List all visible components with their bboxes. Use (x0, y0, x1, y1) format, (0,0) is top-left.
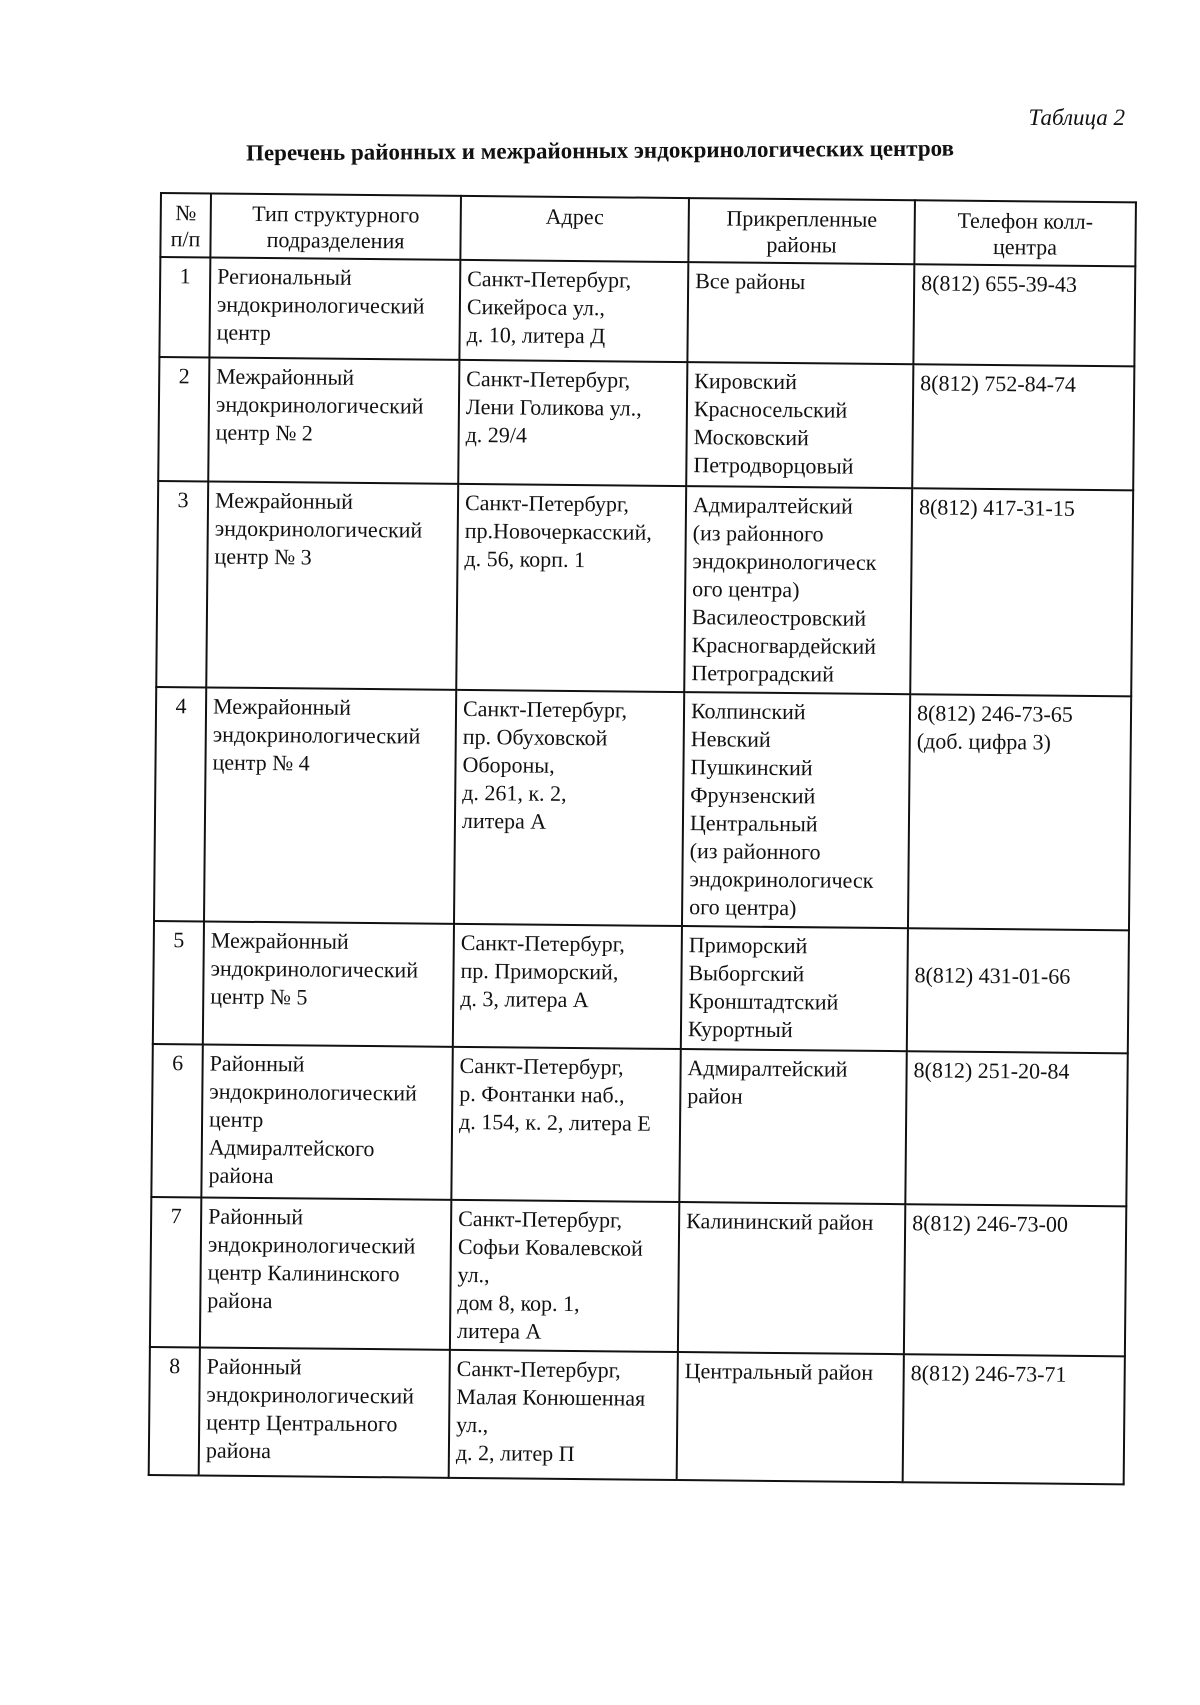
row-number: 1 (159, 257, 210, 357)
cell-line: Невский (690, 726, 771, 752)
table-row (153, 921, 1129, 1053)
cell-line: ул., (456, 1411, 489, 1438)
cell-districts (679, 1049, 906, 1204)
cell-line: д. 154, к. 2, литера Е (458, 1108, 651, 1136)
cell-districts (678, 1202, 905, 1354)
cell-line: д. 29/4 (465, 421, 528, 448)
cell-line: центр (216, 319, 271, 346)
cell-address (449, 1350, 678, 1480)
cell-type (200, 1197, 451, 1349)
cell-districts (677, 1352, 904, 1482)
cell-phone (910, 488, 1133, 696)
cell-line: д. 3, литера А (460, 985, 589, 1013)
cell-districts (681, 926, 908, 1051)
cell-line: Санкт-Петербург, (464, 489, 630, 517)
cell-line: (из районного (689, 838, 821, 865)
cell-line: Тип структурного (252, 200, 420, 228)
cell-phone (908, 694, 1131, 930)
header-number (160, 193, 211, 257)
cell-line: Красногвардейский (691, 632, 877, 659)
cell-line: Телефон колл- (957, 207, 1094, 234)
cell-line: района (207, 1287, 273, 1314)
cell-line: эндокринологический (212, 721, 421, 749)
cell-address (459, 260, 688, 362)
cell-phone (904, 1204, 1126, 1356)
cell-phone (903, 1354, 1125, 1484)
cell-type (208, 357, 459, 483)
cell-type (209, 257, 460, 359)
cell-line: эндокринологический (209, 1078, 417, 1106)
cell-line: Московский (693, 424, 809, 451)
cell-line: ого центра) (692, 576, 800, 603)
cell-address (453, 924, 682, 1049)
cell-line: Лени Голикова ул., (465, 393, 642, 421)
cell-line: эндокринологический (206, 1381, 415, 1409)
header-districts (688, 198, 915, 264)
table-row (159, 257, 1135, 366)
cell-line: Малая Конюшенная (456, 1383, 646, 1411)
header-address (460, 196, 689, 262)
cell-line: Районный (209, 1050, 305, 1077)
cell-line: Красносельский (693, 396, 848, 423)
cell-line: центр № 5 (210, 983, 308, 1010)
cell-line: пр.Новочеркасский, (464, 517, 652, 545)
cell-phone (905, 1051, 1127, 1206)
header-type (210, 193, 461, 259)
cell-line: Выборгский (688, 960, 805, 987)
cell-line: 8(812) 251-20-84 (913, 1057, 1070, 1084)
cell-line: (доб. цифра 3) (916, 728, 1051, 755)
cell-line: Центральный район (684, 1358, 874, 1385)
row-number: 6 (151, 1044, 202, 1197)
cell-line: Районный (208, 1203, 304, 1230)
cell-line: 8(812) 752-84-74 (920, 370, 1077, 397)
cell-line: эндокринологическ (689, 866, 874, 893)
header-phone (914, 200, 1136, 266)
cell-districts (687, 262, 914, 364)
cell-line: Санкт-Петербург, (458, 1205, 623, 1233)
cell-line: Санкт-Петербург, (467, 265, 632, 293)
cell-address (451, 1047, 680, 1202)
cell-line: Адрес (545, 203, 604, 230)
cell-line: эндокринологический (215, 391, 424, 419)
cell-line: Сикейроса ул., (466, 293, 606, 321)
cell-line: Межрайонный (210, 927, 349, 954)
cell-line: Адмиралтейский (692, 492, 854, 519)
cell-line: литера А (461, 807, 547, 834)
cell-line: д. 261, к. 2, (462, 779, 567, 806)
cell-line: центр (208, 1106, 264, 1133)
cell-line: 8(812) 655-39-43 (921, 270, 1078, 297)
cell-line: центр № 2 (215, 419, 314, 446)
cell-line: пр. Обуховской (462, 723, 608, 751)
cell-line: ул., (457, 1261, 490, 1288)
cell-line: Курортный (687, 1016, 793, 1043)
row-number: 8 (149, 1347, 200, 1475)
cell-line: эндокринологический (207, 1231, 416, 1259)
cell-address (456, 484, 686, 692)
document-title: Перечень районных и межрайонных эндокринологических центров (245, 135, 955, 166)
cell-line: центр № 3 (214, 543, 312, 570)
cell-line: центр Калининского (207, 1259, 400, 1287)
cell-address (450, 1200, 679, 1352)
cell-line: района (208, 1162, 274, 1189)
cell-phone (907, 928, 1129, 1053)
cell-line: район (687, 1083, 743, 1109)
cell-line: д. 56, корп. 1 (464, 545, 586, 573)
cell-type (203, 921, 454, 1046)
cell-line: Адмиралтейский (687, 1055, 848, 1082)
table-row (156, 481, 1133, 696)
cell-line: Санкт-Петербург, (459, 1052, 624, 1080)
cell-line: района (205, 1437, 272, 1464)
cell-type (204, 687, 456, 923)
cell-line: Санкт-Петербург, (456, 1355, 621, 1383)
cell-type (199, 1347, 450, 1477)
cell-line: Центральный (689, 810, 818, 837)
cell-line: Районный (206, 1353, 302, 1380)
cell-line: № (175, 200, 197, 226)
cell-line: Петроградский (691, 660, 835, 687)
table-row (151, 1044, 1127, 1206)
cell-line: Колпинский (690, 698, 806, 725)
cell-line: Региональный (217, 263, 352, 290)
cell-districts (682, 692, 910, 928)
cell-line: эндокринологический (214, 515, 423, 543)
cell-line: эндокринологический (210, 955, 419, 983)
cell-line: 8(812) 246-73-71 (910, 1360, 1067, 1387)
cell-line: Прикрепленные (726, 205, 878, 232)
cell-line: Приморский (688, 932, 808, 959)
cell-type (201, 1044, 452, 1199)
cell-line: Адмиралтейского (208, 1134, 375, 1162)
cell-line: Санкт-Петербург, (460, 929, 625, 957)
cell-line: пр. Приморский, (460, 957, 619, 985)
cell-phone (912, 364, 1134, 490)
cell-line: Санкт-Петербург, (466, 365, 631, 393)
table-row (149, 1347, 1125, 1484)
cell-line: эндокринологическ (692, 548, 877, 575)
cell-line: литера А (456, 1317, 542, 1344)
cell-line: эндокринологический (216, 291, 425, 319)
cell-line: центр Центрального (206, 1409, 398, 1437)
cell-line: Кировский (694, 368, 798, 395)
centers-table-wrapper (148, 192, 1135, 1485)
cell-line: п/п (170, 226, 201, 252)
cell-line: Кронштадтский (688, 988, 839, 1015)
cell-line: районы (766, 231, 837, 258)
cell-line: Межрайонный (214, 487, 354, 514)
cell-line: Межрайонный (212, 693, 352, 720)
cell-line: 8(812) 417-31-15 (918, 494, 1075, 521)
cell-line: 8(812) 246-73-65 (916, 700, 1073, 727)
table-row (150, 1197, 1126, 1356)
cell-line: 8(812) 431-01-66 (914, 962, 1071, 989)
cell-line: центра (992, 233, 1058, 260)
table-row (154, 687, 1131, 930)
cell-address (454, 690, 684, 926)
cell-line (915, 933, 1122, 963)
row-number: 4 (154, 687, 206, 921)
cell-type (206, 481, 458, 689)
cell-line: Петродворцовый (693, 452, 854, 479)
row-number: 5 (153, 921, 204, 1044)
cell-line: Все районы (695, 268, 806, 295)
row-number: 3 (156, 481, 208, 687)
cell-line: Межрайонный (216, 363, 355, 390)
cell-line: дом 8, кор. 1, (457, 1289, 580, 1317)
table-body (149, 257, 1136, 1484)
cell-line: подразделения (266, 227, 405, 254)
cell-line: Софьи Ковалевской (457, 1233, 643, 1261)
table-header-row (160, 193, 1136, 266)
table-label: Таблица 2 (1028, 105, 1125, 130)
cell-line: (из районного (692, 520, 824, 547)
table-row (158, 357, 1134, 490)
row-number: 7 (150, 1197, 201, 1347)
cell-line: 8(812) 246-73-00 (912, 1210, 1069, 1237)
cell-line: р. Фонтанки наб., (459, 1080, 625, 1108)
cell-line: центр № 4 (212, 749, 310, 776)
cell-line: Василеостровский (691, 604, 867, 631)
cell-line: Калининский район (686, 1208, 874, 1235)
cell-address (458, 360, 687, 486)
centers-table (148, 192, 1137, 1485)
cell-line: д. 2, литер П (455, 1439, 575, 1467)
cell-districts (684, 486, 912, 694)
cell-line: ого центра) (689, 894, 797, 921)
row-number: 2 (158, 357, 209, 481)
cell-districts (686, 362, 913, 488)
cell-line: Обороны, (462, 751, 555, 778)
cell-phone (913, 264, 1135, 366)
cell-line: Санкт-Петербург, (462, 695, 628, 723)
cell-line: д. 10, литера Д (466, 321, 606, 349)
cell-line: Пушкинский (690, 754, 813, 781)
cell-line: Фрунзенский (690, 782, 816, 809)
